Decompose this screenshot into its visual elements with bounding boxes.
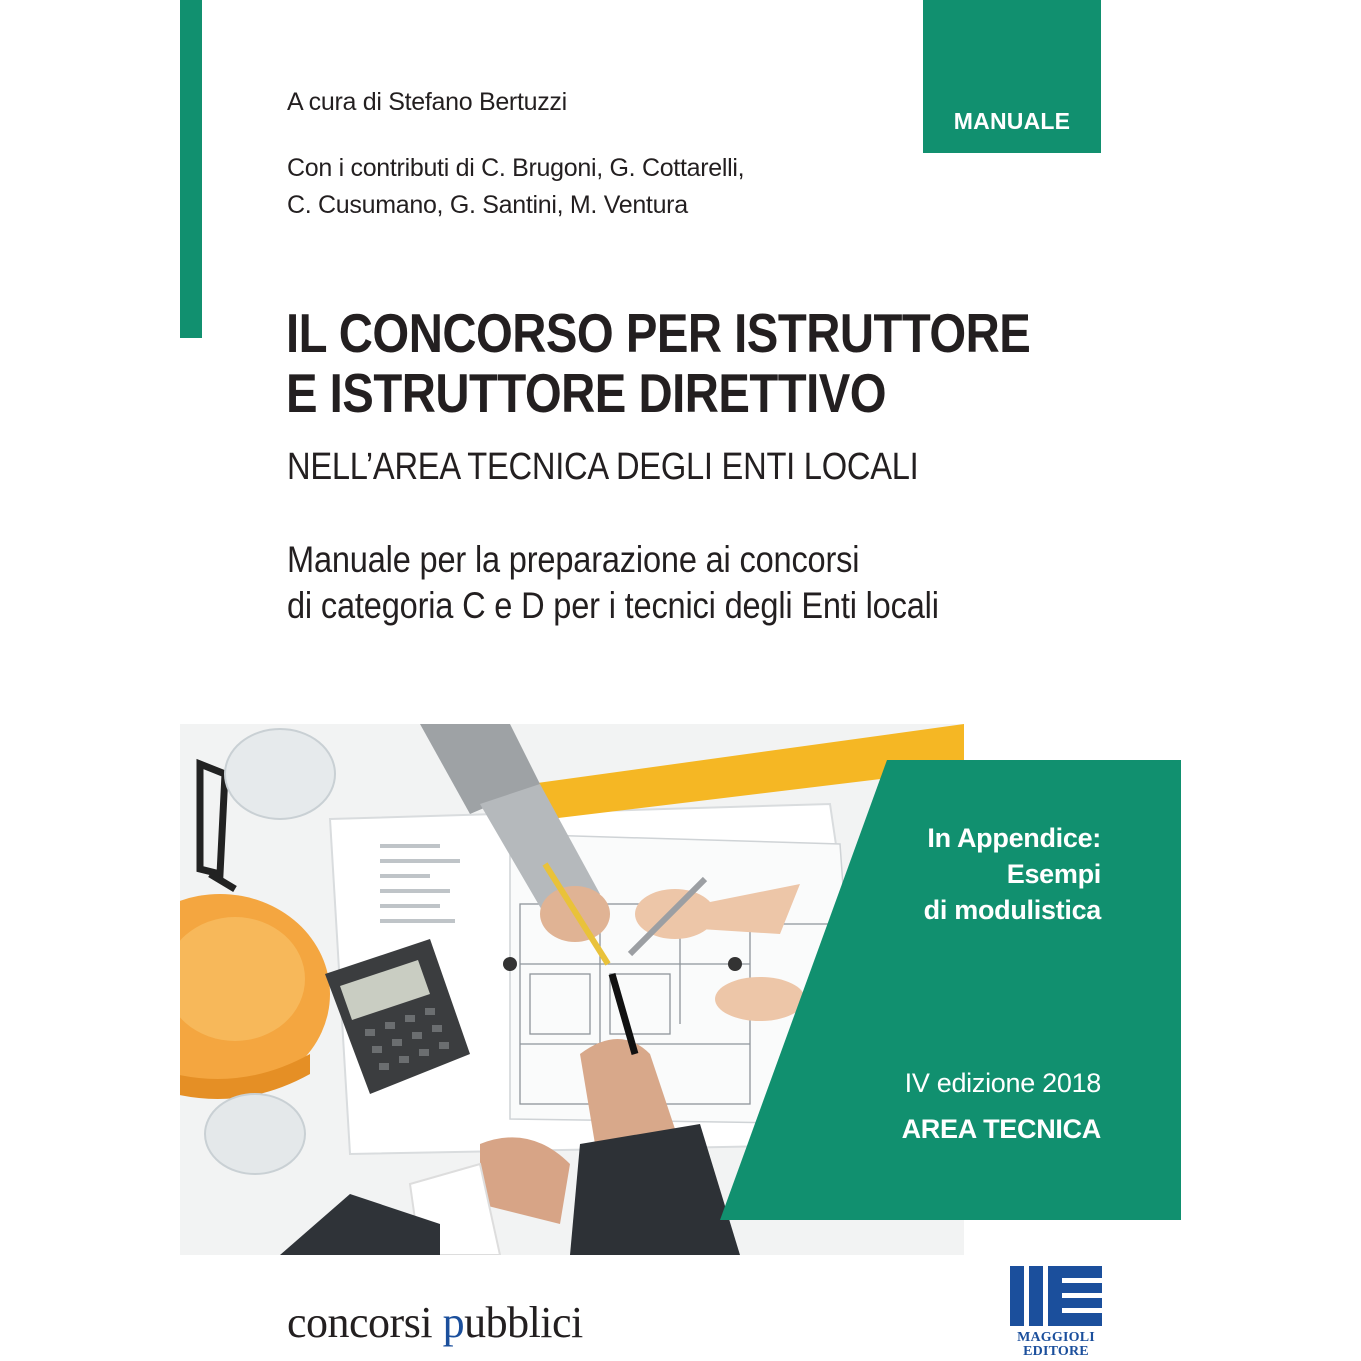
publisher-logo bbox=[1010, 1266, 1102, 1359]
description-line-1: Manuale per la preparazione ai concorsi bbox=[287, 539, 860, 580]
series-part-3: ubblici bbox=[464, 1298, 583, 1347]
book-description bbox=[287, 537, 939, 629]
accent-bar bbox=[180, 0, 202, 338]
appendix-line-3: di modulistica bbox=[923, 895, 1101, 925]
manuale-badge bbox=[923, 0, 1101, 153]
edition-label: IV edizione 2018 bbox=[904, 1068, 1101, 1098]
publisher-name-1: MAGGIOLI bbox=[1017, 1330, 1095, 1345]
badge-label: MANUALE bbox=[953, 108, 1071, 134]
book-title bbox=[286, 303, 1030, 423]
appendix-note bbox=[924, 820, 1101, 928]
editor-line: A cura di Stefano Bertuzzi bbox=[287, 88, 567, 116]
contributors bbox=[287, 150, 744, 224]
appendix-line-2: Esempi bbox=[1006, 859, 1101, 889]
area-label: AREA TECNICA bbox=[901, 1114, 1101, 1144]
appendix-line-1: In Appendice: bbox=[927, 823, 1101, 853]
book-subtitle: NELL’AREA TECNICA DEGLI ENTI LOCALI bbox=[287, 446, 919, 488]
publisher-name-2: EDITORE bbox=[1023, 1344, 1089, 1359]
title-line-2: E ISTRUTTORE DIRETTIVO bbox=[286, 362, 887, 424]
maggioli-logo-icon bbox=[1010, 1266, 1102, 1326]
title-line-1: IL CONCORSO PER ISTRUTTORE bbox=[286, 302, 1031, 364]
contributors-line-2: C. Cusumano, G. Santini, M. Ventura bbox=[287, 191, 688, 219]
contributors-line-1: Con i contributi di C. Brugoni, G. Cottarelli, bbox=[287, 154, 745, 182]
series-name bbox=[287, 1297, 583, 1348]
description-line-2: di categoria C e D per i tecnici degli Enti locali bbox=[287, 585, 939, 626]
series-part-1: concorsi bbox=[287, 1298, 443, 1347]
series-part-2: p bbox=[442, 1298, 465, 1347]
